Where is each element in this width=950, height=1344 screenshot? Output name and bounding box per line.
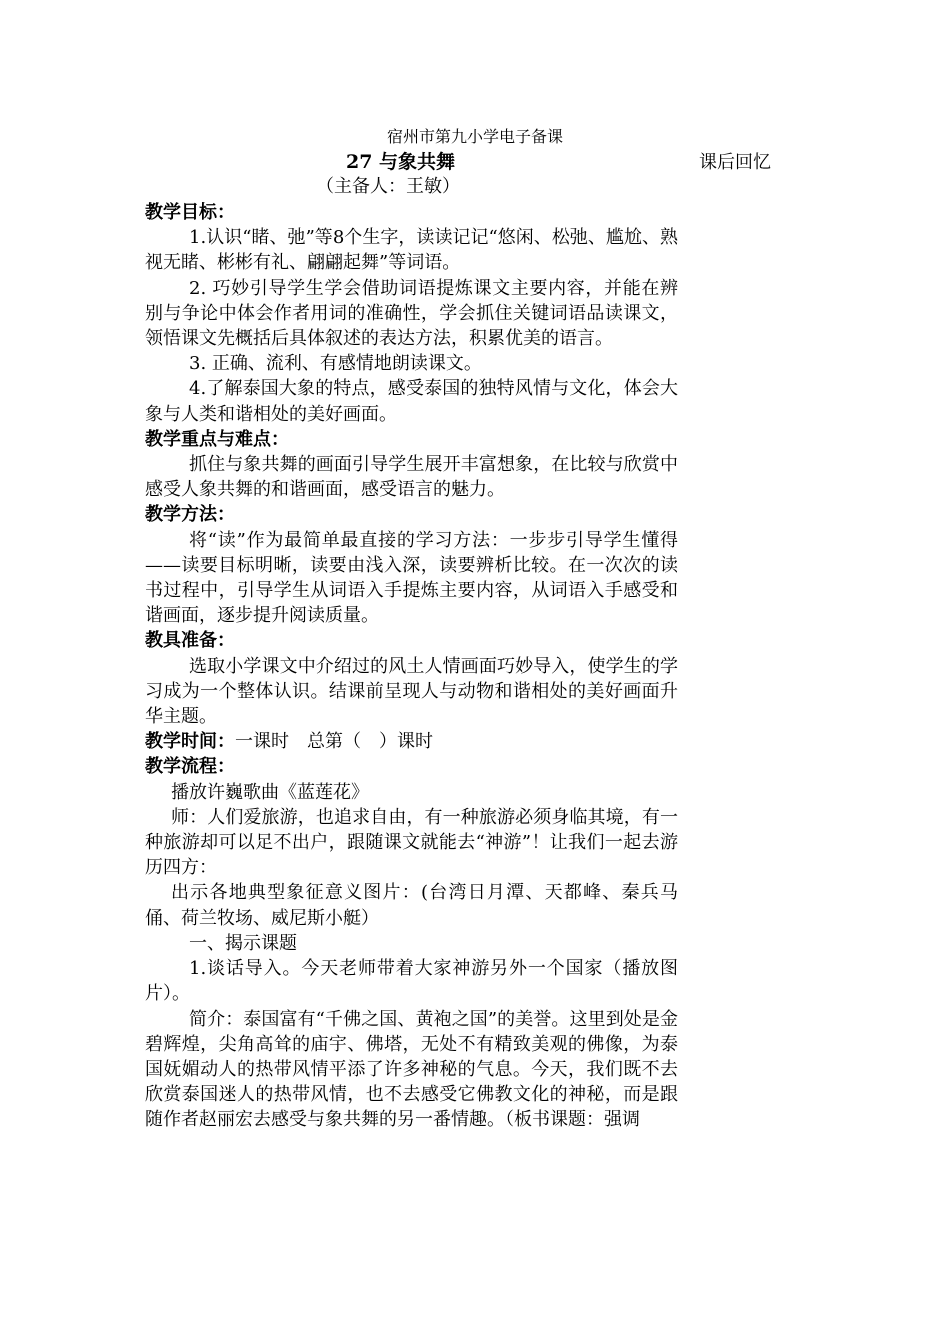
teaching-aids-text: 选取小学课文中介绍过的风土人情画面巧妙导入，使学生的学习成为一个整体认识。结课前呈现人与动物和谐相处的美好画面升华主题。 [145,655,678,728]
goal-3: 3. 正确、流利、有感情地朗读课文。 [189,353,482,375]
teaching-time-label: 教学时间： [145,731,235,753]
heading-key-points: 教学重点与难点： [145,428,289,450]
heading-teaching-method: 教学方法： [145,504,235,526]
key-points-text: 抓住与象共舞的画面引导学生展开丰富想象，在比较与欣赏中感受人象共舞的和谐画面，感受语言的魅力。 [145,454,678,501]
school-header: 宿州市第九小学电子备课 [386,127,563,146]
process-show-pictures: 出示各地典型象征意义图片：(台湾日月潭、天都峰、秦兵马俑、荷兰牧场、威尼斯小艇） [145,882,678,929]
lesson-plan-body [145,200,678,1133]
thailand-brief: 简介：泰国富有“千佛之国、黄袍之国”的美誉。这里到处是金碧辉煌，尖角高耸的庙宇、佛塔，无处不有精致美观的佛像，为泰国妩媚动人的热带风情平添了许多神秘的气息。今天，我们既不去欣赏泰国迷人的热带风情，也不去感受它佛教文化的神秘，而是跟随作者赵丽宏去感受与象共舞的另一番情趣。（板书课题：强调 [145,1008,678,1131]
lead-preparer: （主备人：王敏） [316,176,460,197]
teaching-time-line [145,729,678,754]
section-reveal-topic: 一、揭示课题 [189,932,297,954]
step-1-introduction: 1.谈话导入。今天老师带着大家神游另外一个国家（播放图片）。 [145,958,678,1005]
goal-2: 2. 巧妙引导学生学会借助词语提炼课文主要内容，并能在辨别与争论中体会作者用词的准确性，学会抓住关键词语品读课文，领悟课文先概括后具体叙述的表达方法，积累优美的语言。 [145,277,678,350]
heading-teaching-goals: 教学目标： [145,202,235,223]
goal-4: 4.了解泰国大象的特点，感受泰国的独特风情与文化，体会大象与人类和谐相处的美好画面。 [145,378,678,425]
process-teacher-intro: 师：人们爱旅游，也追求自由，有一种旅游必须身临其境，有一种旅游却可以足不出户，跟随课文就能去“神游”！让我们一起去游历四方： [145,806,678,879]
heading-teaching-process: 教学流程： [145,756,235,778]
goal-1: 1.认识“睹、弛”等8个生字，读读记记“悠闲、松弛、尴尬、熟视无睹、彬彬有礼、翩翩起舞”等词语。 [145,227,678,274]
lesson-title: 27 与象共舞 [346,151,456,173]
after-class-reflection-label: 课后回忆 [699,152,771,173]
process-song: 播放许巍歌曲《蓝莲花》 [171,781,369,803]
heading-teaching-aids: 教具准备： [145,630,235,652]
teaching-method-text: 将“读”作为最简单最直接的学习方法：一步步引导学生懂得——读要目标明晰，读要由浅入深，读要辨析比较。在一次次的读书过程中，引导学生从词语入手提炼主要内容，从词语入手感受和谐画面，逐步提升阅读质量。 [145,529,678,627]
teaching-time-value: 一课时 总第（ ）课时 [235,731,433,753]
